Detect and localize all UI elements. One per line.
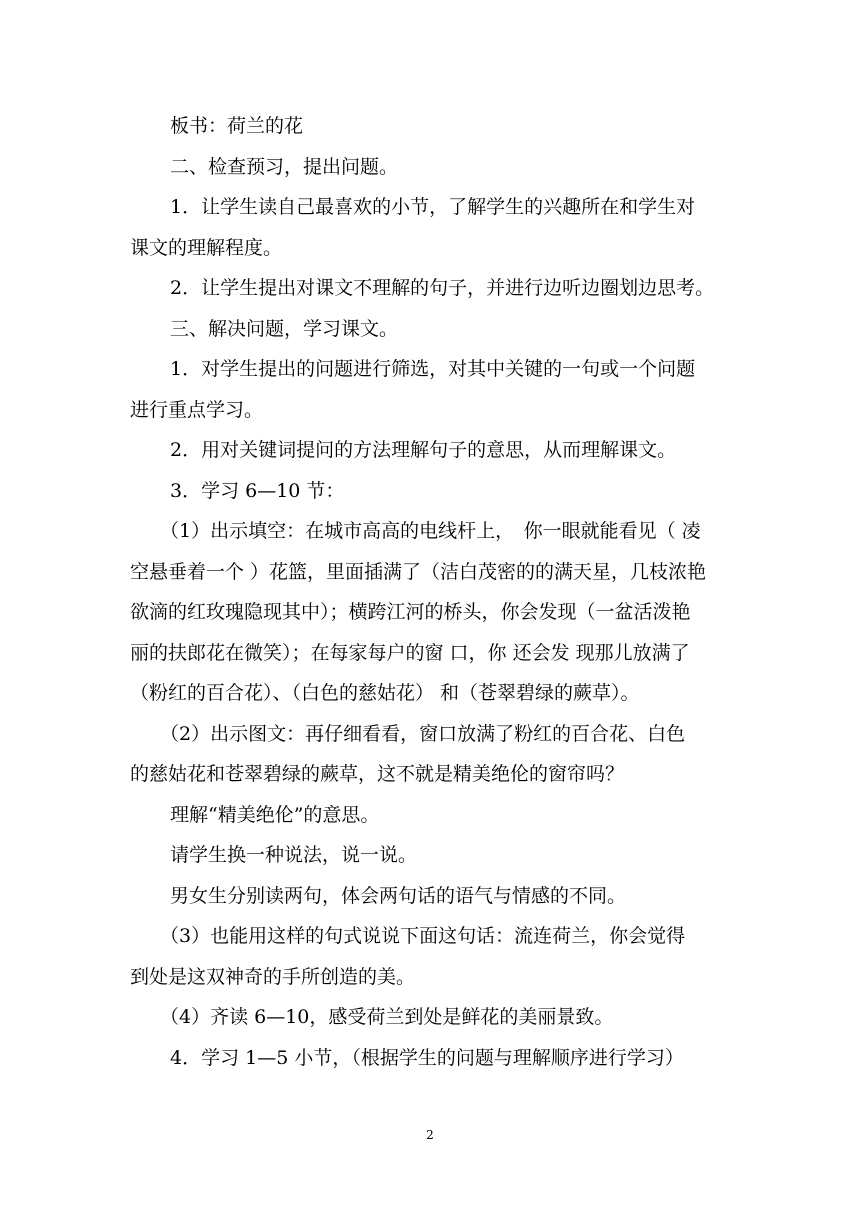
document-body <box>130 106 730 1078</box>
text-line: （2）出示图文：再仔细看看，窗口放满了粉红的百合花、白色 <box>160 722 686 745</box>
text-line: 4．学习 1—5 小节，（根据学生的问题与理解顺序进行学习） <box>170 1046 684 1069</box>
text-line: （粉红的百合花）、（白色的慈姑花） 和（苍翠碧绿的蕨草）。 <box>130 682 640 704</box>
text-line: 请学生换一种说法，说一说。 <box>170 844 418 866</box>
text-line: 理解“精美绝伦”的意思。 <box>170 803 380 826</box>
text-line: 丽的扶郎花在微笑）；在每家每户的窗 口，你 还会发 现那儿放满了 <box>130 641 690 664</box>
text-line: （1）出示填空：在城市高高的电线杆上， 你一眼就能看见（ 凌 <box>160 520 701 542</box>
page-number: 2 <box>426 1128 434 1142</box>
text-line: 1．对学生提出的问题进行筛选，对其中关键的一句或一个问题 <box>170 358 696 380</box>
text-line-section-3-heading: 三、解决问题，学习课文。 <box>170 317 399 340</box>
text-line: 课文的理解程度。 <box>130 236 283 259</box>
text-line: 2．让学生提出对课文不理解的句子，并进行边听边圈划边思考。 <box>170 277 715 299</box>
text-line: （3）也能用这样的句式说说下面这句话：流连荷兰，你会觉得 <box>160 925 686 947</box>
text-line-section-2-heading: 二、检查预习，提出问题。 <box>170 155 399 178</box>
text-line: 欲滴的红玫瑰隐现其中）；横跨江河的桥头，你会发现（一盆活泼艳 <box>130 601 691 623</box>
text-line: 空悬垂着一个 ）花篮，里面插满了（洁白茂密的的满天星，几枝浓艳 <box>130 560 707 583</box>
text-line: 到处是这双神奇的手所创造的美。 <box>130 965 416 988</box>
text-line-board-title: 板书：荷兰的花 <box>170 115 304 137</box>
text-line: 男女生分别读两句，体会两句话的语气与情感的不同。 <box>170 884 627 907</box>
text-line: 进行重点学习。 <box>130 398 264 421</box>
text-line: 2．用对关键词提问的方法理解句子的意思，从而理解课文。 <box>170 439 677 461</box>
text-line: （4）齐读 6—10，感受荷兰到处是鲜花的美丽景致。 <box>160 1006 614 1028</box>
text-line: 1．让学生读自己最喜欢的小节，了解学生的兴趣所在和学生对 <box>170 196 696 218</box>
text-line: 的慈姑花和苍翠碧绿的蕨草，这不就是精美绝伦的窗帘吗？ <box>130 763 625 785</box>
text-line: 3．学习 6—10 节： <box>170 479 345 502</box>
